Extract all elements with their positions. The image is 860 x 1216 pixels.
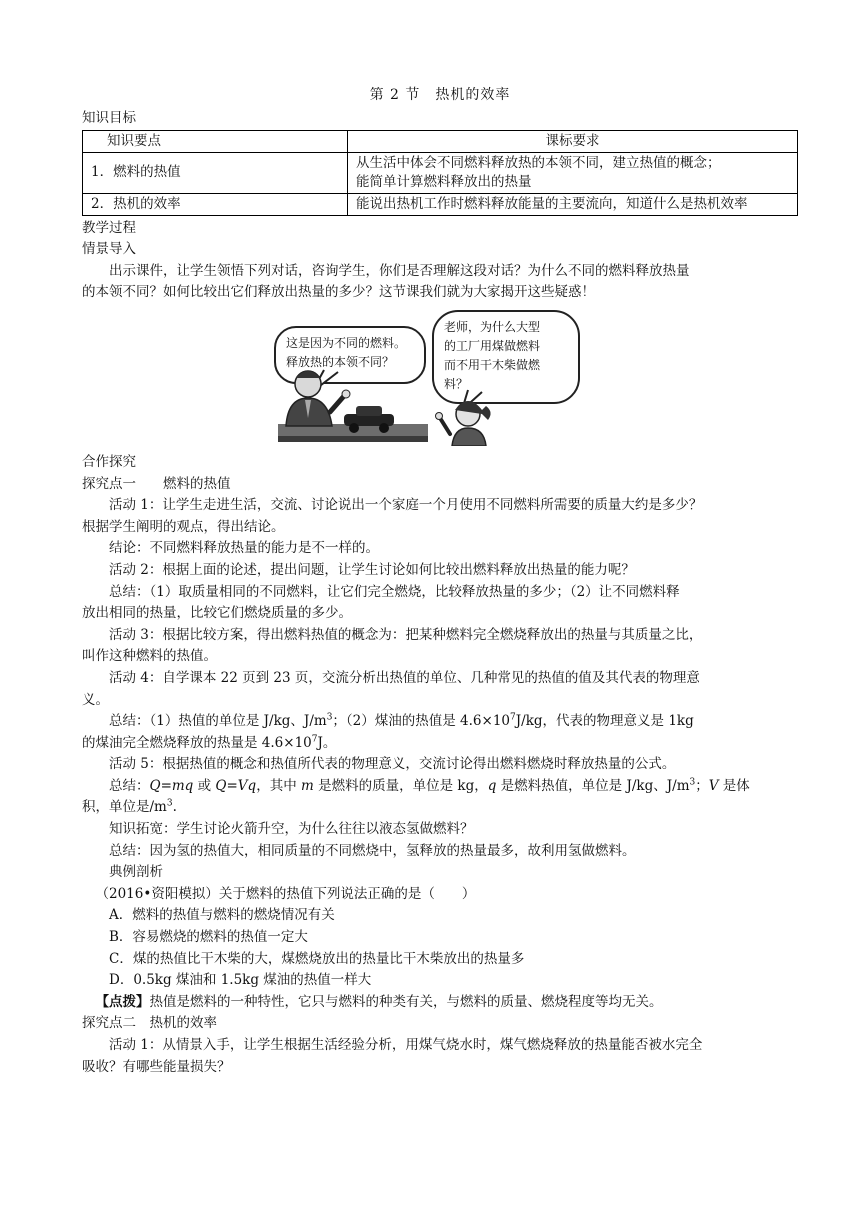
summary-text: J/kg，代表的物理意义是 1kg <box>515 713 694 730</box>
bubble-text: 老师，为什么大型 <box>444 319 541 334</box>
bubble-text: 这是因为不同的燃料。 <box>286 335 407 350</box>
activity-line: 活动 2：根据上面的论述，提出问题，让学生讨论如何比较出燃料释放出热量的能力呢？ <box>109 561 635 578</box>
variable: m <box>301 777 314 794</box>
intro-paragraph-line: 出示课件，让学生领悟下列对话，咨询学生，你们是否理解这段对话？为什么不同的燃料释放热量 <box>109 262 690 279</box>
student-hand <box>436 412 443 419</box>
summary-line <box>82 711 798 733</box>
formula: Q=Vq <box>215 777 257 794</box>
summary-text: J。 <box>317 734 337 751</box>
summary-text: 是燃料的质量，单位是 kg， <box>313 777 488 794</box>
example-heading: 典例剖析 <box>109 864 163 881</box>
variable: V <box>708 777 719 794</box>
desk-edge <box>278 436 428 442</box>
table-cell-point: 1．燃料的热值 <box>83 152 348 193</box>
bubble-text: 而不用干木柴做燃 <box>444 357 541 372</box>
document-page <box>82 84 798 1078</box>
point2-heading: 探究点二 热机的效率 <box>82 1015 217 1032</box>
activity-line: 根据学生阐明的观点，得出结论。 <box>82 518 285 535</box>
requirement-line: 从生活中体会不同燃料释放热的本领不同，建立热值的概念； <box>356 154 721 171</box>
summary-text: 积，单位是/m <box>82 799 167 816</box>
activity-line: 活动 1：让学生走进生活，交流、讨论说出一个家庭一个月使用不同燃料所需要的质量大约是多少？ <box>109 497 703 514</box>
hint-line <box>82 992 798 1014</box>
bubble-text: 料？ <box>444 376 469 391</box>
summary-text: ，其中 <box>256 777 301 794</box>
point1-heading: 探究点一 燃料的热值 <box>82 475 231 492</box>
summary-line <box>82 733 798 755</box>
summary-line <box>82 797 798 819</box>
summary-text: 或 <box>193 777 216 794</box>
activity-line: 义。 <box>82 691 109 708</box>
process-heading: 教学过程 <box>82 219 136 236</box>
formula: Q=mq <box>149 777 194 794</box>
summary-text: 总结： <box>109 777 150 794</box>
summary-text: 是体 <box>718 777 750 794</box>
table-row <box>83 193 798 215</box>
table-header-requirement: 课标要求 <box>348 130 798 152</box>
summary-line: 放出相同的热量，比较它们燃烧质量的多少。 <box>82 605 352 622</box>
summary-line <box>82 776 798 798</box>
summary-text: ；（2）煤油的热值是 4.6×10 <box>332 713 511 730</box>
table-header-point: 知识要点 <box>83 130 348 152</box>
superscript: 7 <box>311 734 318 745</box>
teacher-hair <box>296 371 320 378</box>
summary-line: 总结：因为氢的热值大，相同质量的不同燃烧中，氢释放的热量最多，故利用氢做燃料。 <box>109 842 636 859</box>
option-d: D．0.5kg 煤油和 1.5kg 煤油的热值一样大 <box>109 972 372 989</box>
activity-line: 活动 5：根据热值的概念和热值所代表的物理意义，交流讨论得出燃料燃烧时释放热量的公式。 <box>109 756 676 773</box>
requirement-line: 能简单计算燃料释放出的热量 <box>356 173 532 190</box>
activity-line: 活动 4：自学课本 22 页到 23 页，交流分析出热值的单位、几种常见的热值的值及其代表的物理意 <box>109 669 700 686</box>
knowledge-goals-table <box>82 130 798 216</box>
bubble-text: 释放热的本领不同？ <box>286 354 395 369</box>
summary-text: 是燃料热值，单位是 J/kg、J/m <box>496 777 690 794</box>
summary-text: . <box>172 799 177 816</box>
hint-text: 热值是燃料的一种特性，它只与燃料的种类有关，与燃料的质量、燃烧程度等均无关。 <box>149 993 663 1010</box>
table-cell-point: 2．热机的效率 <box>83 193 348 215</box>
student-arm <box>440 418 450 434</box>
intro-heading: 情景导入 <box>82 241 136 258</box>
activity-line: 叫作这种燃料的热值。 <box>82 648 217 665</box>
teacher-hand <box>342 390 350 398</box>
page-title: 第 2 节 热机的效率 <box>369 87 511 103</box>
summary-line: 总结：（1）取质量相同的不同燃料，让它们完全燃烧，比较释放热量的多少；（2）让不同燃料释 <box>109 583 680 600</box>
table-cell-requirement: 能说出热机工作时燃料释放能量的主要流向，知道什么是热机效率 <box>348 193 798 215</box>
dialogue-illustration <box>82 308 798 446</box>
student-body-icon <box>452 428 486 446</box>
activity-line: 活动 1：从情景入手，让学生根据生活经验分析，用煤气烧水时，煤气燃烧释放的热量能否被水完全 <box>109 1037 703 1053</box>
superscript: 3 <box>166 798 173 809</box>
superscript: 7 <box>510 712 516 723</box>
activity-line: 吸收？有哪些能量损失？ <box>82 1058 231 1075</box>
superscript: 3 <box>689 777 696 788</box>
summary-text: 的煤油完全燃烧释放的热量是 4.6×10 <box>82 734 312 751</box>
coop-heading: 合作探究 <box>82 453 136 470</box>
superscript: 3 <box>326 712 333 723</box>
hint-label: 【点拨】 <box>95 993 150 1010</box>
knowledge-goals-heading: 知识目标 <box>82 110 136 126</box>
teacher-arm <box>330 396 344 412</box>
option-b: B．容易燃烧的燃料的热值一定大 <box>109 929 308 946</box>
table-header-row <box>83 130 798 152</box>
conclusion-line: 结论：不同燃料释放热量的能力是不一样的。 <box>109 540 379 557</box>
extension-line: 知识拓宽：学生讨论火箭升空，为什么往往以液态氢做燃料？ <box>109 821 474 838</box>
table-cell-requirement <box>348 152 798 193</box>
intro-paragraph-line: 的本领不同？如何比较出它们释放出热量的多少？这节课我们就为大家揭开这些疑惑！ <box>82 284 595 301</box>
option-c: C．煤的热值比干木柴的大，煤燃烧放出的热量比干木柴放出的热量多 <box>109 950 525 967</box>
question-stem: （2016•资阳模拟）关于燃料的热值下列说法正确的是（ ） <box>95 885 476 902</box>
activity-line: 活动 3：根据比较方案，得出燃料热值的概念为：把某种燃料完全燃烧释放出的热量与其质量之比， <box>109 626 703 643</box>
variable: q <box>487 777 497 794</box>
option-a: A．燃料的热值与燃料的燃烧情况有关 <box>109 907 335 924</box>
bubble-text: 的工厂用煤做燃料 <box>444 338 541 353</box>
table-row <box>83 152 798 193</box>
summary-text: 总结：（1）热值的单位是 J/kg、J/m <box>109 713 327 730</box>
summary-text: ； <box>695 777 709 794</box>
teacher-student-cartoon <box>272 352 582 446</box>
